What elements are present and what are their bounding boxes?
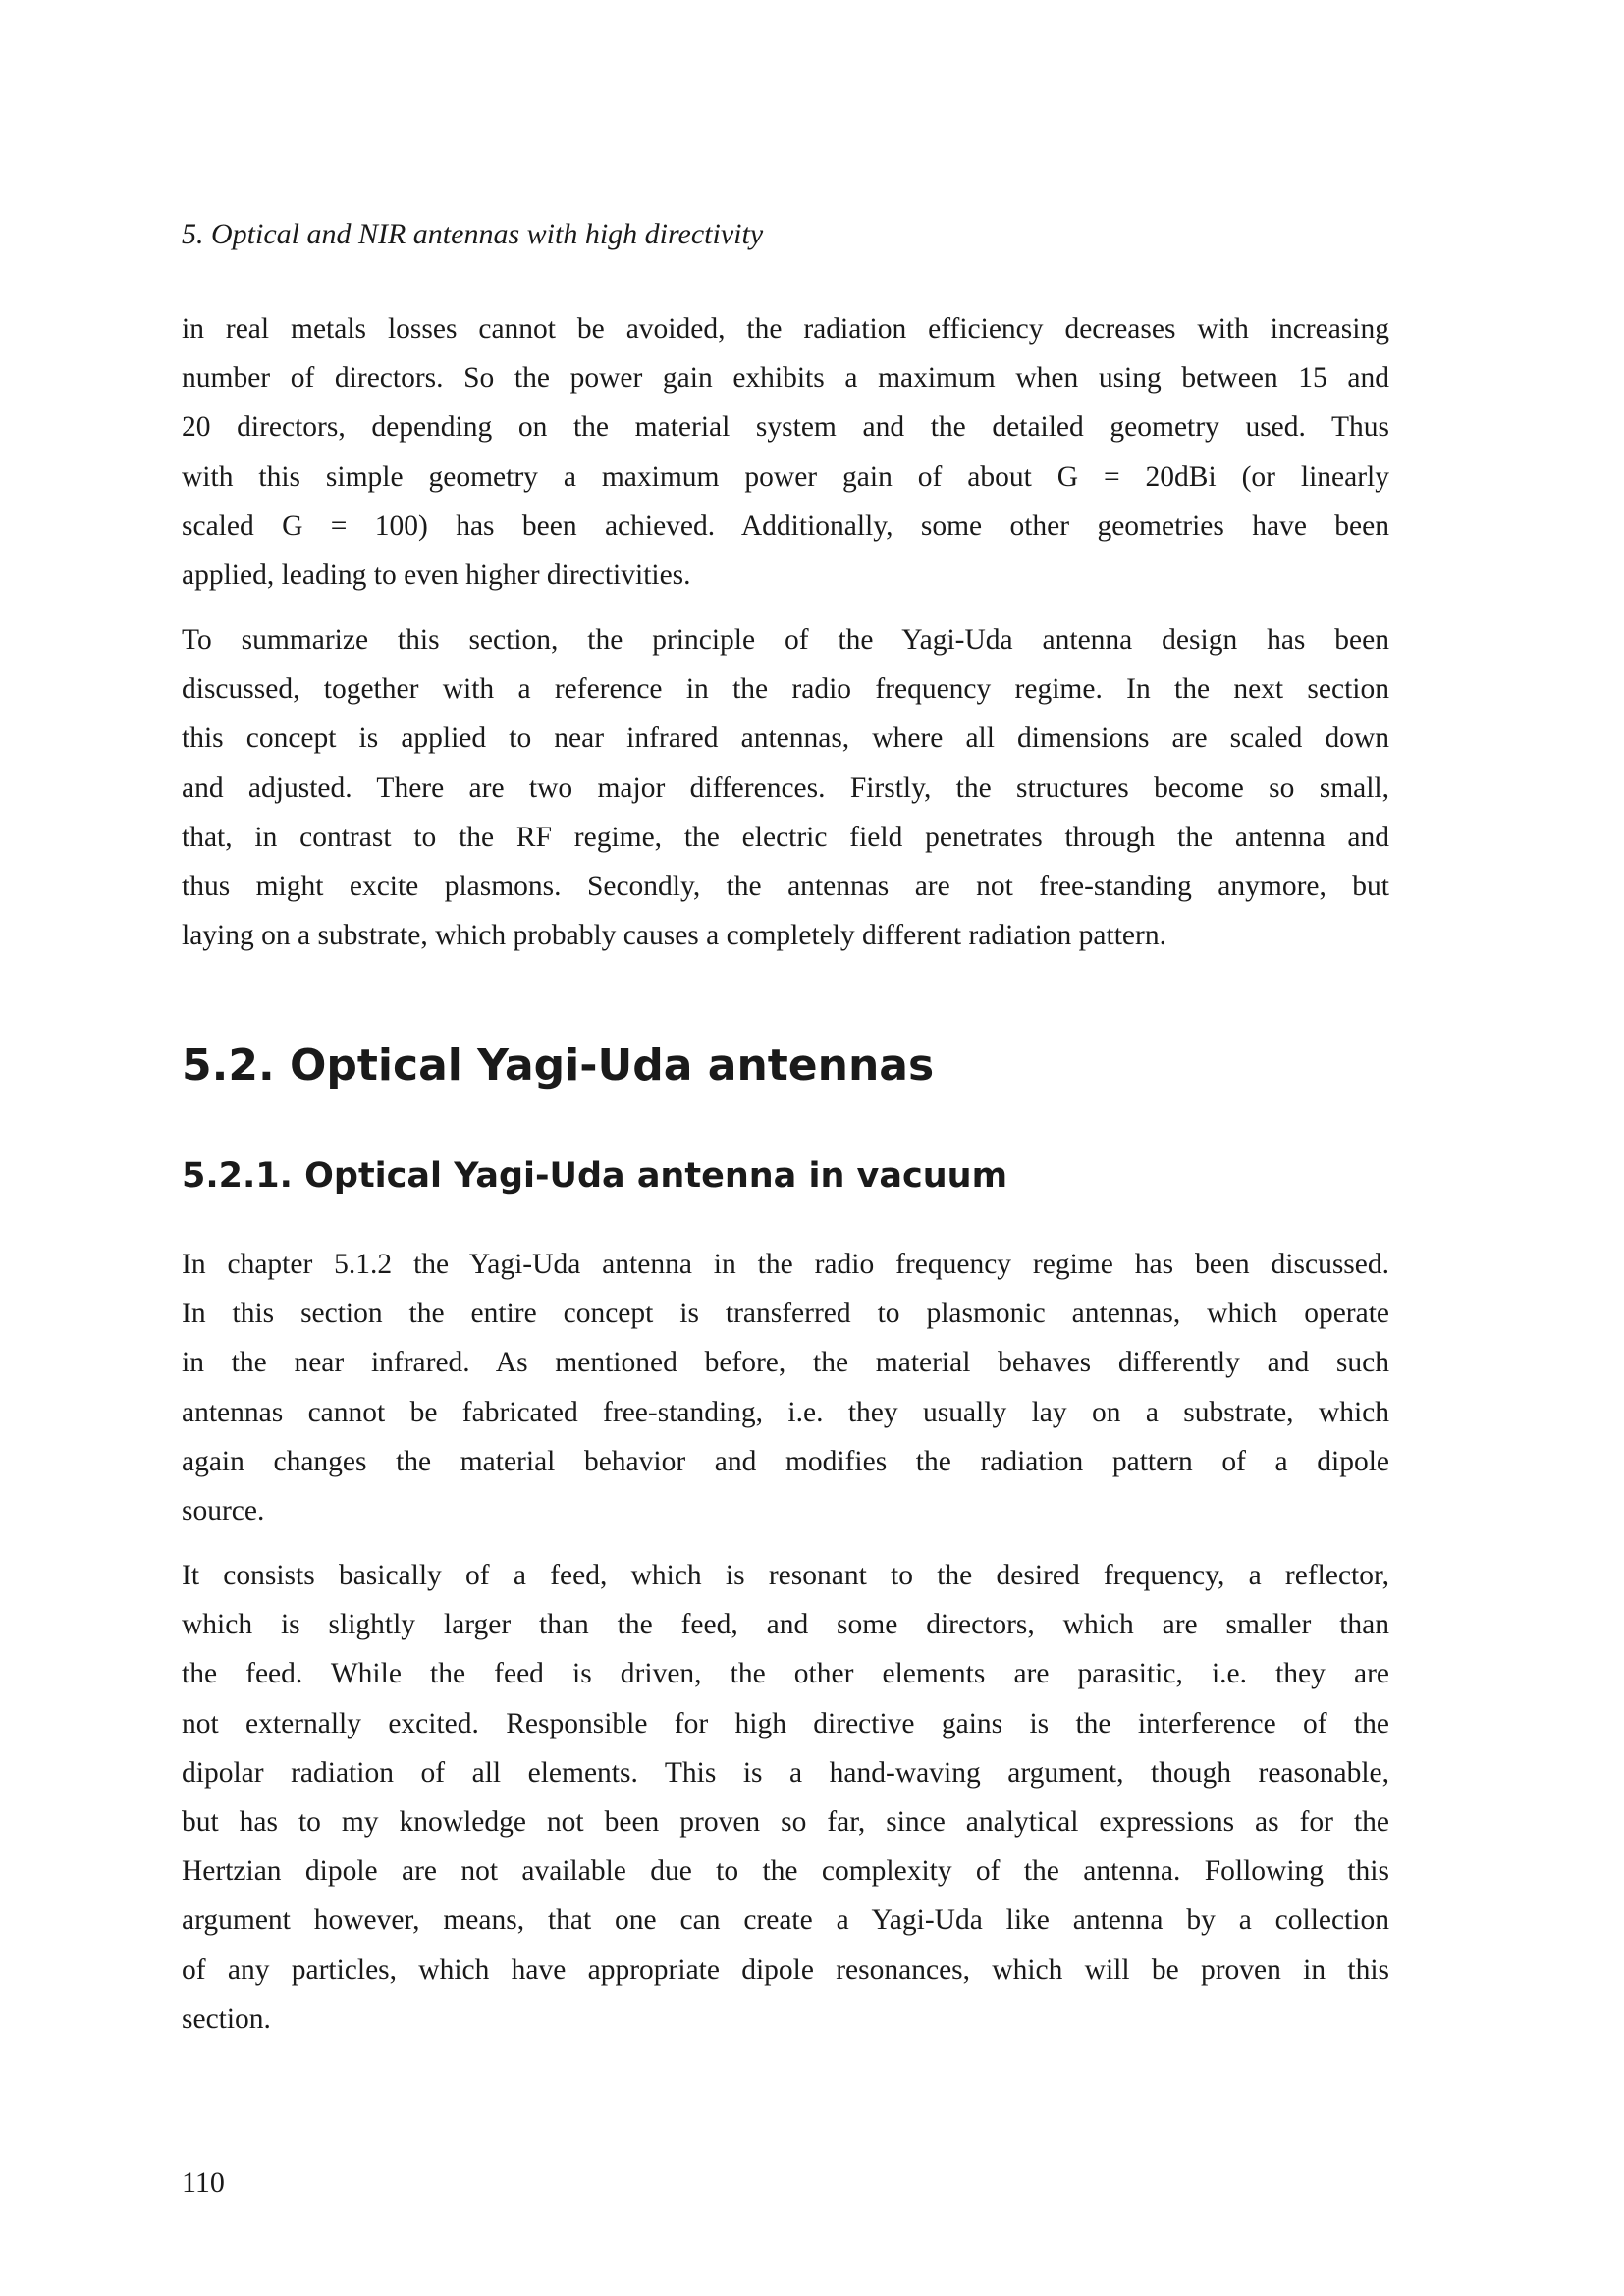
text-line: dipolar radiation of all elements. This is a hand-waving argument, though reasonable, — [182, 1756, 1389, 1789]
text-line: Hertzian dipole are not available due to the complexity of the antenna. Following this — [182, 1855, 1389, 1888]
text-line: that, in contrast to the RF regime, the electric field penetrates through the antenna and — [182, 821, 1389, 853]
text-line: and adjusted. There are two major differences. Firstly, the structures become so small, — [182, 772, 1389, 804]
text-line: 20 directors, depending on the material system and the detailed geometry used. Thus — [182, 411, 1389, 444]
text-line: number of directors. So the power gain exhibits a maximum when using between 15 and — [182, 362, 1389, 395]
text-line: again changes the material behavior and modifies the radiation pattern of a dipole — [182, 1445, 1389, 1477]
paragraph — [182, 1551, 1389, 2044]
text-line: section. — [182, 2002, 271, 2035]
page-number: 110 — [182, 2166, 225, 2199]
text-line: discussed, together with a reference in the radio frequency regime. In the next section — [182, 673, 1389, 706]
text-line: in real metals losses cannot be avoided, the radiation efficiency decreases with increasing — [182, 313, 1389, 345]
text-line: In chapter 5.1.2 the Yagi-Uda antenna in the radio frequency regime has been discussed. — [182, 1249, 1389, 1280]
text-line: thus might excite plasmons. Secondly, the antennas are not free-standing anymore, but — [182, 870, 1389, 902]
text-line: antennas cannot be fabricated free-standing, i.e. they usually lay on a substrate, which — [182, 1396, 1389, 1428]
text-line: To summarize this section, the principle of the Yagi-Uda antenna design has been — [182, 624, 1389, 656]
text-line: source. — [182, 1494, 265, 1526]
text-line: scaled G = 100) has been achieved. Additionally, some other geometries have been — [182, 509, 1389, 542]
text-line: this concept is applied to near infrared antennas, where all dimensions are scaled down — [182, 722, 1389, 755]
text-line: laying on a substrate, which probably causes a completely different radiation pattern. — [182, 920, 1166, 952]
paragraph — [182, 304, 1389, 600]
text-line: in the near infrared. As mentioned before, the material behaves differently and such — [182, 1347, 1389, 1379]
text-line: with this simple geometry a maximum power gain of about G = 20dBi (or linearly — [182, 460, 1389, 493]
text-line: It consists basically of a feed, which is resonant to the desired frequency, a reflector, — [182, 1560, 1389, 1591]
text-line: not externally excited. Responsible for high directive gains is the interference of the — [182, 1707, 1389, 1739]
text-line: In this section the entire concept is transferred to plasmonic antennas, which operate — [182, 1298, 1389, 1330]
paragraph — [182, 615, 1389, 960]
text-line: but has to my knowledge not been proven so far, since analytical expressions as for the — [182, 1805, 1389, 1838]
text-line: argument however, means, that one can create a Yagi-Uda like antenna by a collection — [182, 1904, 1389, 1937]
text-line: of any particles, which have appropriate dipole resonances, which will be proven in this — [182, 1953, 1389, 1986]
paragraph — [182, 1240, 1389, 1535]
text-line: which is slightly larger than the feed, and some directors, which are smaller than — [182, 1609, 1389, 1641]
text-line: applied, leading to even higher directivities. — [182, 559, 691, 591]
section-heading: 5.2. Optical Yagi-Uda antennas — [182, 1041, 935, 1091]
subsection-heading: 5.2.1. Optical Yagi-Uda antenna in vacuum — [182, 1156, 1008, 1196]
running-head: 5. Optical and NIR antennas with high directivity — [182, 218, 764, 250]
text-line: the feed. While the feed is driven, the other elements are parasitic, i.e. they are — [182, 1658, 1389, 1690]
